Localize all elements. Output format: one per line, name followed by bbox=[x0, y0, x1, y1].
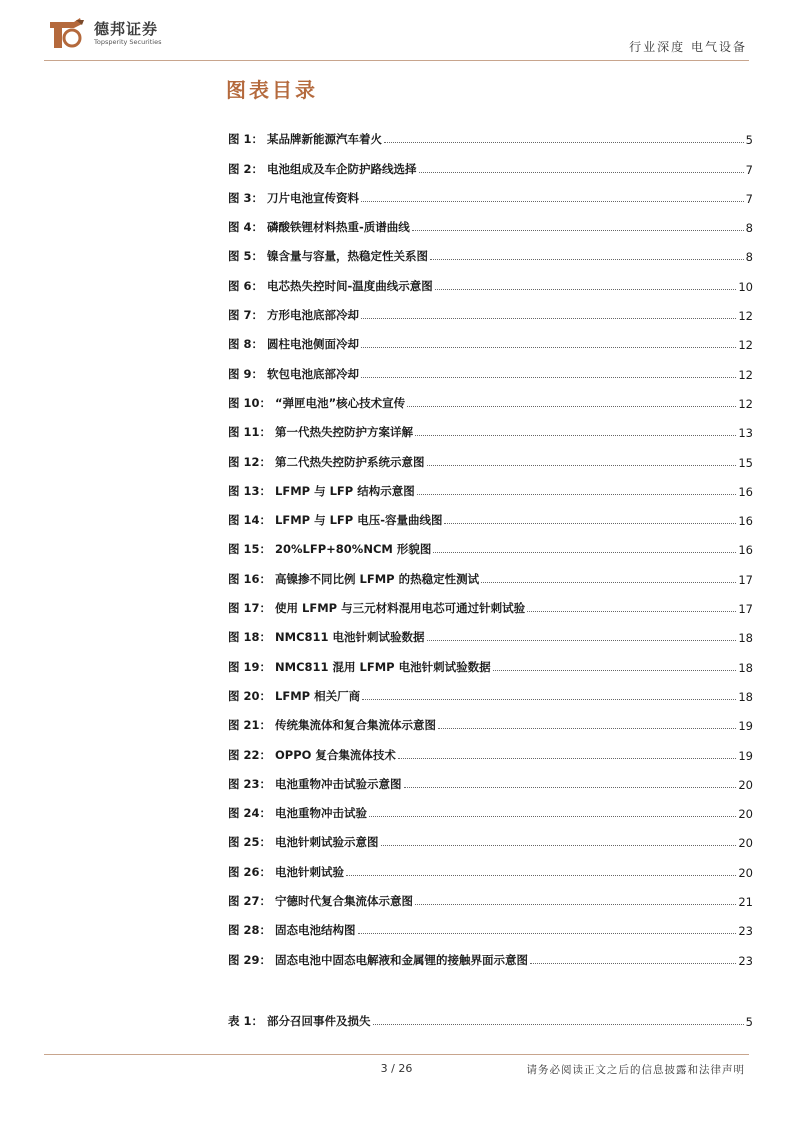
toc-entry-page: 20 bbox=[738, 807, 753, 822]
page-title: 图表目录 bbox=[226, 78, 318, 102]
toc-entry-label: 图 27 bbox=[228, 894, 260, 909]
toc-entry-page: 21 bbox=[738, 895, 753, 910]
toc-entry-title: 图 6： 电芯热失控时间-温度曲线示意图 bbox=[228, 278, 433, 293]
toc-entry-title: 图 2： 电池组成及车企防护路线选择 bbox=[228, 161, 417, 176]
toc-entry-title: 图 13： LFMP 与 LFP 结构示意图 bbox=[228, 483, 415, 498]
toc-entry-label: 图 20 bbox=[228, 688, 260, 703]
toc-entry-title: 图 11： 第一代热失控防护方案详解 bbox=[228, 425, 414, 440]
report-category: 行业深度 电气设备 bbox=[629, 40, 747, 54]
dot-leader bbox=[361, 377, 736, 378]
dot-leader bbox=[384, 142, 744, 143]
toc-entry-page: 12 bbox=[738, 396, 753, 411]
toc-entry-text: 电池组成及车企防护路线选择 bbox=[267, 161, 417, 176]
toc-entry[interactable] bbox=[228, 235, 753, 264]
toc-entry[interactable] bbox=[228, 352, 753, 381]
toc-entry-text: 磷酸铁锂材料热重-质谱曲线 bbox=[267, 220, 410, 235]
toc-entry-page: 17 bbox=[738, 572, 753, 587]
toc-entry[interactable] bbox=[228, 294, 753, 323]
toc-entry-text: 传统集流体和复合集流体示意图 bbox=[275, 718, 437, 733]
toc-entry-title: 图 20： LFMP 相关厂商 bbox=[228, 688, 361, 703]
toc-entry-title: 图 5： 镍含量与容量，热稳定性关系图 bbox=[228, 249, 429, 264]
dot-leader bbox=[398, 758, 736, 759]
toc-entry-label: 图 6 bbox=[228, 278, 252, 293]
toc-entry-label: 图 29 bbox=[228, 952, 260, 967]
toc-entry[interactable] bbox=[228, 616, 753, 645]
toc-entry[interactable] bbox=[228, 499, 753, 528]
toc-entry-label: 图 9 bbox=[228, 366, 252, 381]
dot-leader bbox=[433, 552, 736, 553]
toc-entry-text: NMC811 电池针刺试验数据 bbox=[275, 630, 425, 645]
toc-entry-label: 表 1 bbox=[228, 1014, 252, 1029]
toc-entry-text: 电芯热失控时间-温度曲线示意图 bbox=[267, 278, 433, 293]
toc-entry[interactable] bbox=[228, 118, 753, 147]
toc-entry-title: 图 24： 电池重物冲击试验 bbox=[228, 806, 368, 821]
toc-entry-text: 镍含量与容量，热稳定性关系图 bbox=[267, 249, 429, 264]
toc-entry-label: 图 28 bbox=[228, 923, 260, 938]
toc-entry-text: LFMP 与 LFP 电压-容量曲线图 bbox=[275, 513, 443, 528]
dot-leader bbox=[381, 845, 737, 846]
toc-entry-text: 某品牌新能源汽车着火 bbox=[267, 132, 383, 147]
toc-entry-title: 图 14： LFMP 与 LFP 电压-容量曲线图 bbox=[228, 513, 443, 528]
toc-entry[interactable] bbox=[228, 763, 753, 792]
toc-entry-page: 23 bbox=[738, 953, 753, 968]
toc-entry-page: 7 bbox=[745, 191, 753, 206]
dot-leader bbox=[407, 406, 736, 407]
dot-leader bbox=[430, 259, 744, 260]
toc-entry-title: 图 12： 第二代热失控防护系统示意图 bbox=[228, 454, 425, 469]
company-logo bbox=[44, 16, 184, 56]
toc-entry-page: 19 bbox=[738, 719, 753, 734]
toc-entry-label: 图 1 bbox=[228, 132, 252, 147]
toc-entry-title: 图 9： 软包电池底部冷却 bbox=[228, 366, 360, 381]
footer-divider bbox=[44, 1054, 749, 1055]
toc-entry-page: 16 bbox=[738, 484, 753, 499]
toc-entry-page: 23 bbox=[738, 924, 753, 939]
toc-entry-text: 固态电池中固态电解液和金属锂的接触界面示意图 bbox=[275, 952, 529, 967]
dot-leader bbox=[404, 787, 737, 788]
toc-entry-label: 图 11 bbox=[228, 425, 260, 440]
toc-entry-page: 17 bbox=[738, 602, 753, 617]
toc-entry-text: 电池针刺试验示意图 bbox=[275, 835, 379, 850]
toc-entry-label: 图 7 bbox=[228, 308, 252, 323]
toc-entry-page: 12 bbox=[738, 338, 753, 353]
toc-entry-text: 软包电池底部冷却 bbox=[267, 366, 360, 381]
logo-mark-icon bbox=[44, 16, 88, 54]
dot-leader bbox=[435, 289, 737, 290]
toc-entry-text: LFMP 相关厂商 bbox=[275, 688, 361, 703]
toc-entry-label: 图 14 bbox=[228, 513, 260, 528]
toc-entry-title: 图 15： 20%LFP+80%NCM 形貌图 bbox=[228, 542, 432, 557]
toc-entry-title: 图 17： 使用 LFMP 与三元材料混用电芯可通过针刺试验 bbox=[228, 601, 526, 616]
toc-entry-title: 图 21： 传统集流体和复合集流体示意图 bbox=[228, 718, 437, 733]
toc-entry-label: 图 2 bbox=[228, 161, 252, 176]
toc-entry-page: 5 bbox=[745, 1015, 753, 1030]
toc-entry-title: 图 19： NMC811 混用 LFMP 电池针刺试验数据 bbox=[228, 659, 491, 674]
toc-entry-text: 高镍掺不同比例 LFMP 的热稳定性测试 bbox=[275, 571, 480, 586]
dot-leader bbox=[415, 904, 736, 905]
toc-entry[interactable] bbox=[228, 675, 753, 704]
toc-entry-label: 图 24 bbox=[228, 806, 260, 821]
toc-entry-text: 使用 LFMP 与三元材料混用电芯可通过针刺试验 bbox=[275, 601, 526, 616]
toc-entry-text: 电池重物冲击试验示意图 bbox=[275, 776, 402, 791]
toc-entry-label: 图 8 bbox=[228, 337, 252, 352]
toc-entry-label: 图 17 bbox=[228, 601, 260, 616]
toc-entry-title: 图 23： 电池重物冲击试验示意图 bbox=[228, 776, 402, 791]
toc-entry[interactable] bbox=[228, 587, 753, 616]
header-divider bbox=[44, 60, 749, 61]
toc-entry-page: 12 bbox=[738, 367, 753, 382]
toc-entry-title: 图 4： 磷酸铁锂材料热重-质谱曲线 bbox=[228, 220, 410, 235]
dot-leader bbox=[417, 494, 737, 495]
toc-entry-title: 图 25： 电池针刺试验示意图 bbox=[228, 835, 379, 850]
toc-entry-text: NMC811 混用 LFMP 电池针刺试验数据 bbox=[275, 659, 491, 674]
toc-entry[interactable] bbox=[228, 792, 753, 821]
toc-entry-title: 图 16： 高镍掺不同比例 LFMP 的热稳定性测试 bbox=[228, 571, 480, 586]
company-name-en: Topsperity Securities bbox=[94, 38, 162, 46]
toc-entry-title: 图 7： 方形电池底部冷却 bbox=[228, 308, 360, 323]
toc-entry-page: 16 bbox=[738, 514, 753, 529]
toc-entry[interactable] bbox=[228, 850, 753, 879]
toc-entry[interactable] bbox=[228, 206, 753, 235]
toc-entry-text: 圆柱电池侧面冷却 bbox=[267, 337, 360, 352]
toc-entry-title: 图 18： NMC811 电池针刺试验数据 bbox=[228, 630, 425, 645]
dot-leader bbox=[361, 318, 736, 319]
toc-entry-page: 19 bbox=[738, 748, 753, 763]
company-name-cn: 德邦证券 bbox=[94, 20, 159, 38]
toc-entry[interactable] bbox=[228, 323, 753, 352]
toc-entry-label: 图 5 bbox=[228, 249, 252, 264]
toc-entry-page: 7 bbox=[745, 162, 753, 177]
toc-entry-page: 20 bbox=[738, 865, 753, 880]
toc-entry-text: 宁德时代复合集流体示意图 bbox=[275, 894, 414, 909]
toc-entry[interactable] bbox=[228, 440, 753, 469]
toc-entry-label: 图 13 bbox=[228, 483, 260, 498]
toc-entry[interactable] bbox=[228, 821, 753, 850]
toc-entry-label: 图 19 bbox=[228, 659, 260, 674]
toc-entry[interactable] bbox=[228, 645, 753, 674]
toc-entry-page: 13 bbox=[738, 426, 753, 441]
toc-entry-label: 图 22 bbox=[228, 747, 260, 762]
toc-entry[interactable] bbox=[228, 557, 753, 586]
footer-disclaimer: 请务必阅读正文之后的信息披露和法律声明 bbox=[526, 1064, 745, 1076]
toc-entry-title: 图 8： 圆柱电池侧面冷却 bbox=[228, 337, 360, 352]
dot-leader bbox=[369, 816, 736, 817]
toc-entry-text: OPPO 复合集流体技术 bbox=[275, 747, 396, 762]
toc-entry-page: 15 bbox=[738, 455, 753, 470]
toc-entry-text: “弹匣电池”核心技术宣传 bbox=[275, 395, 406, 410]
toc-entry-text: 第二代热失控防护系统示意图 bbox=[275, 454, 425, 469]
dot-leader bbox=[415, 435, 736, 436]
toc-entry-page: 16 bbox=[738, 543, 753, 558]
toc-entry-page: 12 bbox=[738, 309, 753, 324]
toc-entry-text: 固态电池结构图 bbox=[275, 923, 356, 938]
dot-leader bbox=[361, 347, 736, 348]
dot-leader bbox=[358, 933, 737, 934]
dot-leader bbox=[427, 640, 737, 641]
dot-leader bbox=[481, 582, 736, 583]
toc-entry-title: 图 26： 电池针刺试验 bbox=[228, 864, 345, 879]
dot-leader bbox=[362, 699, 736, 700]
toc-entry-title: 图 3： 刀片电池宣传资料 bbox=[228, 190, 360, 205]
dot-leader bbox=[438, 728, 736, 729]
toc-entry-text: 刀片电池宣传资料 bbox=[267, 190, 360, 205]
toc-entry-text: 电池重物冲击试验 bbox=[275, 806, 368, 821]
dot-leader bbox=[373, 1024, 744, 1025]
toc-entry-label: 图 16 bbox=[228, 571, 260, 586]
toc-entry[interactable] bbox=[228, 880, 753, 909]
toc-entry-label: 图 23 bbox=[228, 776, 260, 791]
toc-entry-page: 8 bbox=[745, 221, 753, 236]
toc-entry-label: 图 12 bbox=[228, 454, 260, 469]
figure-toc bbox=[228, 118, 753, 968]
toc-entry[interactable] bbox=[228, 382, 753, 411]
dot-leader bbox=[444, 523, 736, 524]
toc-entry[interactable] bbox=[228, 704, 753, 733]
toc-entry-title: 图 22： OPPO 复合集流体技术 bbox=[228, 747, 396, 762]
toc-entry-page: 18 bbox=[738, 689, 753, 704]
toc-entry-title: 图 27： 宁德时代复合集流体示意图 bbox=[228, 894, 414, 909]
toc-entry[interactable] bbox=[228, 528, 753, 557]
toc-entry-title: 图 28： 固态电池结构图 bbox=[228, 923, 356, 938]
toc-entry-title: 表 1： 部分召回事件及损失 bbox=[228, 1014, 371, 1029]
toc-entry[interactable] bbox=[228, 147, 753, 176]
toc-entry-label: 图 26 bbox=[228, 864, 260, 879]
toc-entry-title: 图 10： “弹匣电池”核心技术宣传 bbox=[228, 395, 406, 410]
toc-entry-page: 10 bbox=[738, 279, 753, 294]
toc-entry[interactable] bbox=[228, 938, 753, 967]
toc-entry[interactable] bbox=[228, 909, 753, 938]
toc-entry-text: 第一代热失控防护方案详解 bbox=[275, 425, 414, 440]
toc-entry[interactable] bbox=[228, 1000, 753, 1029]
toc-entry[interactable] bbox=[228, 177, 753, 206]
toc-entry-page: 8 bbox=[745, 250, 753, 265]
toc-entry-page: 18 bbox=[738, 631, 753, 646]
toc-entry-text: 方形电池底部冷却 bbox=[267, 308, 360, 323]
toc-entry[interactable] bbox=[228, 411, 753, 440]
page-number: 3 / 26 bbox=[380, 1062, 413, 1075]
toc-entry-label: 图 10 bbox=[228, 395, 260, 410]
toc-entry-label: 图 15 bbox=[228, 542, 260, 557]
dot-leader bbox=[427, 465, 737, 466]
toc-entry-text: 部分召回事件及损失 bbox=[267, 1014, 371, 1029]
toc-entry-label: 图 25 bbox=[228, 835, 260, 850]
toc-entry[interactable] bbox=[228, 264, 753, 293]
dot-leader bbox=[527, 611, 736, 612]
dot-leader bbox=[493, 670, 737, 671]
dot-leader bbox=[412, 230, 744, 231]
toc-entry-text: 电池针刺试验 bbox=[275, 864, 345, 879]
toc-entry-label: 图 3 bbox=[228, 190, 252, 205]
table-toc bbox=[228, 1000, 753, 1029]
toc-entry-label: 图 21 bbox=[228, 718, 260, 733]
dot-leader bbox=[419, 172, 744, 173]
toc-entry-label: 图 18 bbox=[228, 630, 260, 645]
toc-entry[interactable] bbox=[228, 470, 753, 499]
toc-entry-page: 18 bbox=[738, 660, 753, 675]
toc-entry-label: 图 4 bbox=[228, 220, 252, 235]
toc-entry-text: 20%LFP+80%NCM 形貌图 bbox=[275, 542, 432, 557]
toc-entry-page: 20 bbox=[738, 836, 753, 851]
dot-leader bbox=[361, 201, 744, 202]
toc-entry-page: 20 bbox=[738, 777, 753, 792]
dot-leader bbox=[346, 875, 736, 876]
toc-entry-text: LFMP 与 LFP 结构示意图 bbox=[275, 483, 415, 498]
toc-entry[interactable] bbox=[228, 733, 753, 762]
toc-entry-title: 图 29： 固态电池中固态电解液和金属锂的接触界面示意图 bbox=[228, 952, 529, 967]
toc-entry-title: 图 1： 某品牌新能源汽车着火 bbox=[228, 132, 383, 147]
dot-leader bbox=[530, 963, 736, 964]
toc-entry-page: 5 bbox=[745, 133, 753, 148]
